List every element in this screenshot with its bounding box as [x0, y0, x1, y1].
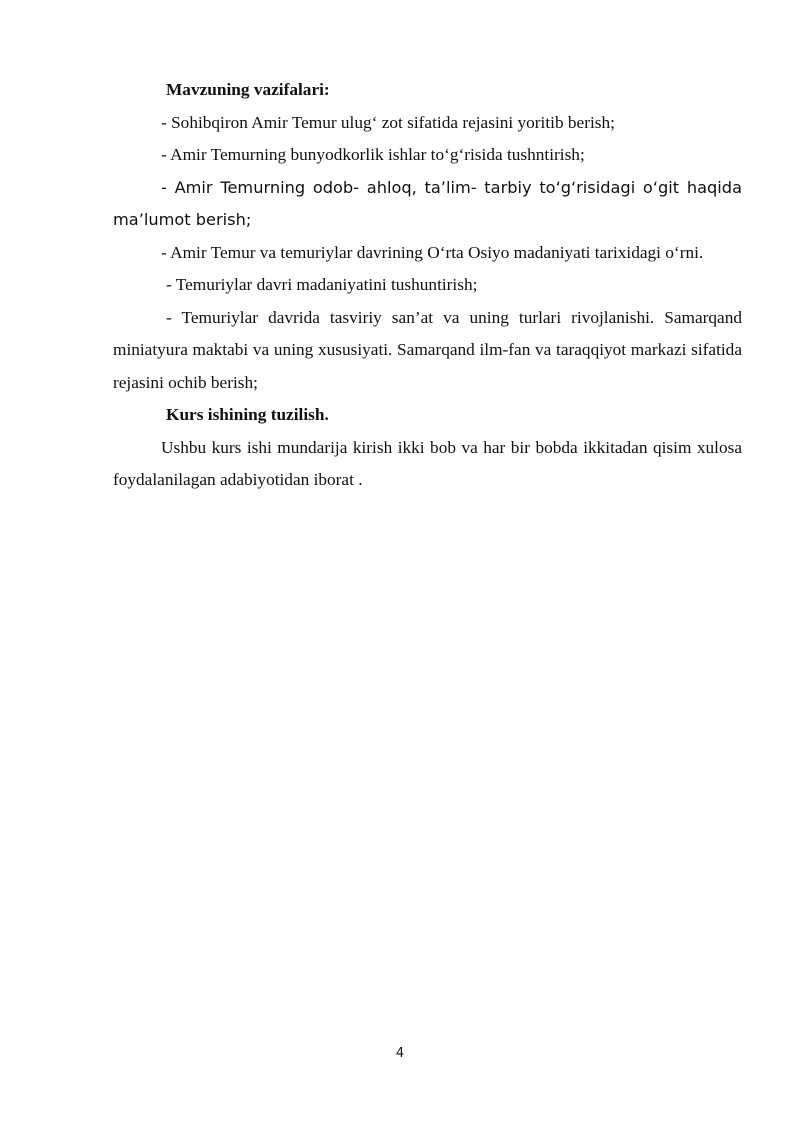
task-item: - Amir Temurning bunyodkorlik ishlar to‘g‘risida tushntirish;: [161, 145, 585, 164]
structure-paragraph: Ushbu kurs ishi mundarija kirish ikki bob va har bir bobda ikkitadan qisim xulosa foydalanilagan adabiyotidan iborat .: [113, 437, 742, 489]
task-item: - Temuriylar davri madaniyatini tushuntirish;: [166, 275, 478, 294]
task-item: - Sohibqiron Amir Temur ulug‘ zot sifatida rejasini yoritib berish;: [161, 112, 615, 132]
task-item: - Amir Temur va temuriylar davrining O‘rta Osiyo madaniyati tarixidagi o‘rni.: [161, 242, 704, 262]
page-body: [113, 74, 742, 497]
tasks-heading: Mavzuning vazifalari:: [166, 80, 330, 99]
page-number: 4: [395, 1046, 405, 1061]
structure-heading: Kurs ishining tuzilish.: [166, 405, 329, 424]
task-item: - Temuriylar davrida tasviriy san’at va uning turlari rivojlanishi. Samarqand miniatyura maktabi va uning xususiyati. Samarqand ilm-fan va taraqqiyot markazi sifatida rejasini ochib berish;: [113, 307, 742, 392]
task-item: - Amir Temurning odob- ahloq, ta’lim- tarbiy to‘g‘risidagi o‘git haqida ma’lumot berish;: [113, 177, 742, 229]
